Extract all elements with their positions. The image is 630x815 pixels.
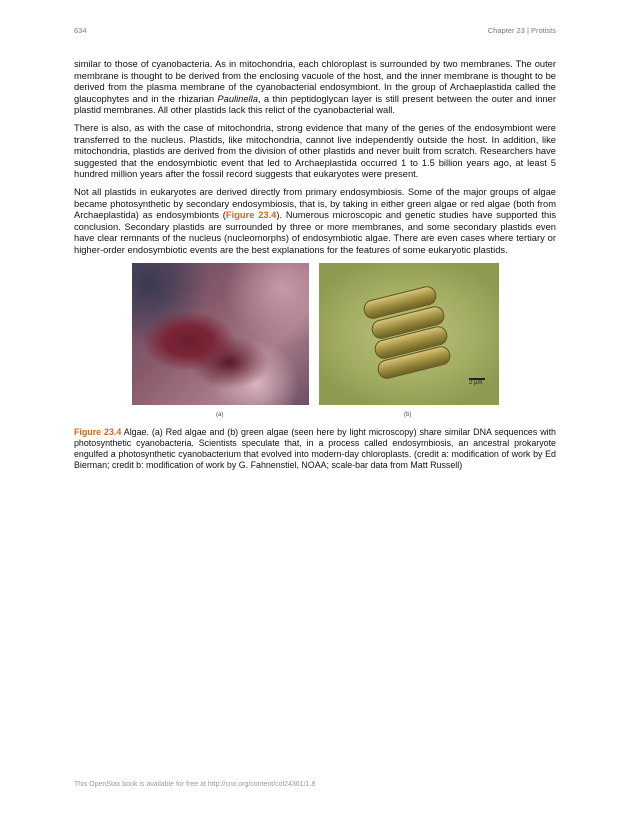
paragraph-2: There is also, as with the case of mitochondria, strong evidence that many of the genes of the endosymbiont were transferred to the nucleus. Plastids, like mitochondria, cannot live independently outside the host. In addition, like mitochondria, plastids are derived from the division of other plastids and never built from scratch. Researchers have suggested that the endosymbiotic event that led to Archaeplastida occurred 1 to 1.5 billion years ago, at least 5 hundred million years after the fossil record suggests that eukaryotes were present.: [74, 122, 556, 180]
paragraph-3-text: Not all plastids in eukaryotes are derived directly from primary endosymbiosis. Some of the major groups of algae became photosynthetic by secondary endosymbiosis, that is, by taking in either green algae or red algae (both from Archaeplastida) as endosymbionts (: [74, 186, 556, 221]
chapter-title: Chapter 23 | Protists: [487, 26, 556, 35]
panel-label-a: (a): [216, 411, 224, 418]
figure-caption: [74, 427, 556, 472]
panel-label-b: (b): [404, 411, 412, 418]
green-algae-micrograph: [319, 263, 499, 405]
figure-link[interactable]: Figure 23.4: [225, 210, 277, 221]
page-number: 634: [74, 26, 87, 35]
caption-label: Figure 23.4: [74, 426, 122, 437]
paragraph-1-tail: , a thin peptidoglycan layer is still present between the outer and inner plastid membranes. All other plastids lack this relict of the cyanobacterial wall.: [74, 93, 556, 116]
caption-text: Algae. (a) Red algae and (b) green algae (seen here by light microscopy) share similar DNA sequences with photosynthetic cyanobacteria. Scientists speculate that, in a process called endosymbiosis, an ancestral prokaryote engulfed a photosynthetic cyanobacterium that evolved into modern-day chloroplasts. (credit a: modification of work by Ed Bierman; credit b: modification of work by G. Fahnenstiel, NOAA; scale-bar data from Matt Russell): [74, 426, 556, 471]
page-body: [74, 59, 556, 480]
paragraph-3-tail: ). Numerous microscopic and genetic studies have supported this conclusion. Secondary plastids are surrounded by three or more membranes, and some secondary plastids even have clear remnants of the nucleus (nucleomorphs) of endosymbiotic algae. There are even cases where tertiary or higher-order endosymbiotic events are the best explanations for the features of some eukaryotic plastids.: [74, 210, 556, 255]
paulinella-term: Paulinella: [217, 93, 258, 104]
scale-label: 2 µm: [469, 379, 483, 386]
red-algae-photo: [132, 263, 309, 405]
figure-23-4: [74, 263, 556, 423]
page-header: [74, 26, 556, 38]
page-footer: This OpenStax book is available for free at http://cnx.org/content/col24361/1.8: [74, 781, 316, 788]
paragraph-3: [74, 187, 556, 257]
paragraph-1-text: similar to those of cyanobacteria. As in mitochondria, each chloroplast is surrounded by two membranes. The outer membrane is thought to be derived from the enclosing vacuole of the host, and the inner membrane is thought to be derived from the plasma membrane of the cyanobacterial endosymbiont. In the group of Archaeplastida called the glaucophytes and in the rhizarian: [74, 59, 556, 104]
paragraph-1: [74, 59, 556, 117]
